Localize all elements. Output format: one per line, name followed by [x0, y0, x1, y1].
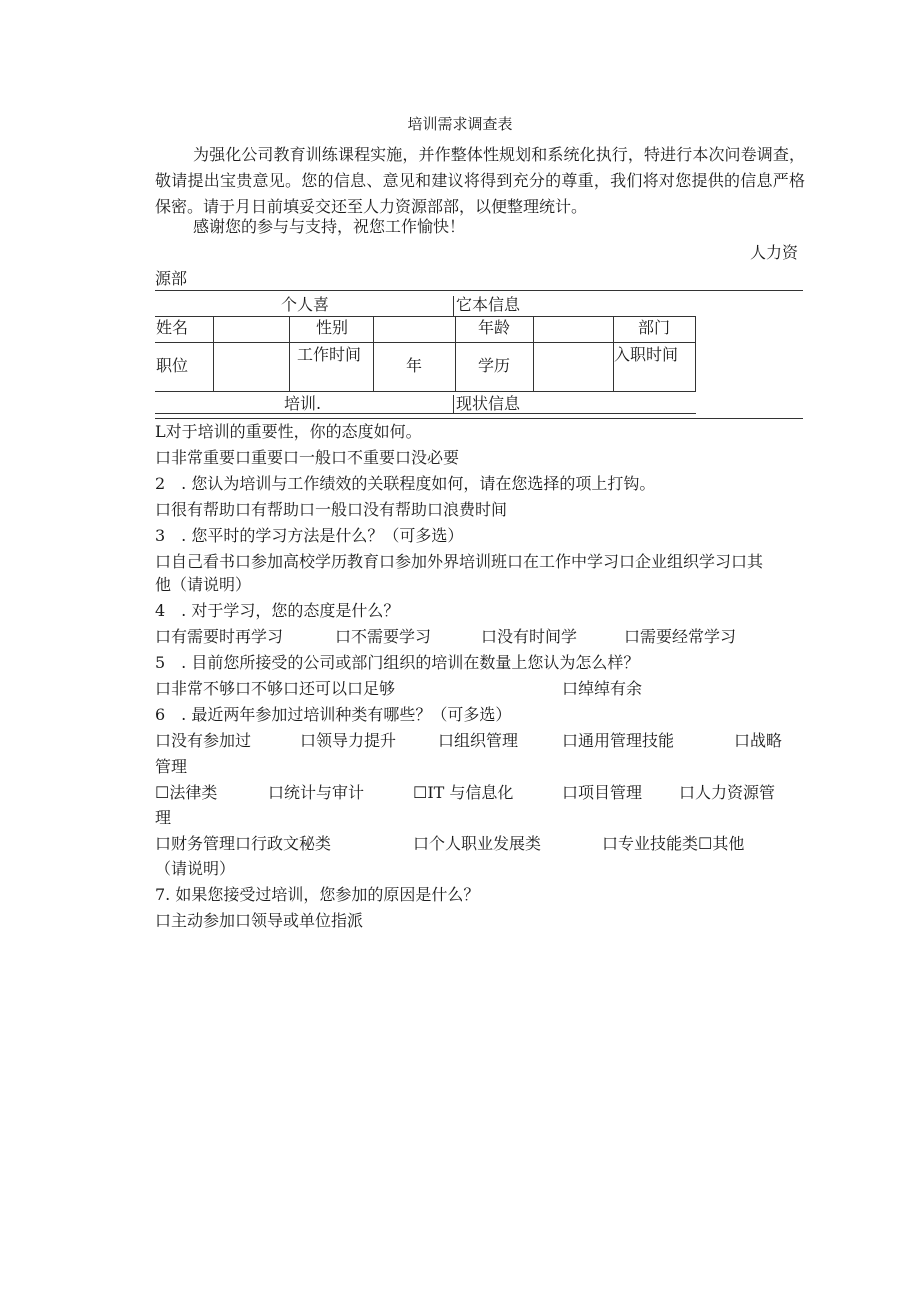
label-age: 年龄 [478, 318, 511, 337]
question-2: 2 . 您认为培训与工作绩效的关联程度如何，请在您选择的项上打钩。 [155, 474, 656, 493]
question-6-option[interactable]: 口财务管理口行政文秘类 [155, 834, 332, 853]
question-4-option[interactable]: 口没有时间学 [481, 627, 578, 646]
question-6-option-cont: 管理 [155, 757, 188, 776]
question-4: 4 . 对于学习，您的态度是什么？ [155, 601, 400, 620]
table-col-line [695, 316, 696, 391]
section-personal-left: 个人喜 [281, 295, 330, 314]
label-entry-time: 入职时间 [614, 345, 679, 364]
question-6-option[interactable]: 口人力资源管 [679, 783, 776, 802]
label-education: 学历 [478, 356, 511, 375]
question-6-option[interactable]: 口专业技能类☐其他 [602, 834, 745, 853]
section-personal-right: 它本信息 [456, 295, 521, 314]
label-gender: 性别 [316, 318, 349, 337]
question-6-option[interactable]: 口没有参加过 [155, 731, 252, 750]
thanks-text: 感谢您的参与与支持，祝您工作愉快！ [193, 217, 466, 236]
table-col-line [453, 395, 454, 413]
question-5: 5 . 目前您所接受的公司或部门组织的培训在数量上您认为怎么样？ [155, 653, 640, 672]
table-top-rule [155, 290, 803, 291]
table-col-line [289, 316, 290, 391]
question-4-option[interactable]: 口需要经常学习 [624, 627, 737, 646]
label-work-time: 工作时间 [297, 345, 362, 364]
question-6-option[interactable]: 口组织管理 [438, 731, 519, 750]
question-5-option[interactable]: 口非常不够口不够口还可以口足够 [155, 679, 396, 698]
table-rule [155, 342, 696, 343]
label-position: 职位 [156, 356, 189, 375]
table-col-line [455, 316, 456, 391]
question-1-options[interactable]: 口非常重要口重要口一般口不重要口没必要 [155, 448, 460, 467]
sign-line-2: 源部 [155, 269, 188, 288]
label-department: 部门 [638, 318, 671, 337]
question-4-option[interactable]: 口不需要学习 [335, 627, 432, 646]
question-3-options[interactable]: 口自己看书口参加高校学历教育口参加外界培训班口在工作中学习口企业组织学习口其 [155, 552, 764, 571]
question-6-option[interactable]: 口统计与审计 [268, 783, 365, 802]
question-6-option[interactable]: ☐IT 与信息化 [413, 783, 514, 802]
question-6-option[interactable]: 口通用管理技能 [562, 731, 675, 750]
intro-paragraph: 为强化公司教育训练课程实施，并作整体性规划和系统化执行，特进行本次问卷调查，敬请提出宝贵意见。您的信息、意见和建议将得到充分的尊重，我们将对您提供的信息严格保密。请于月日前填妥交还至人力资源部部，以便整理统计。 [155, 145, 805, 216]
question-7-options[interactable]: 口主动参加口领导或单位指派 [155, 911, 364, 930]
table-col-line [373, 316, 374, 391]
table-rule [155, 391, 696, 392]
section-training-left: 培训. [284, 394, 322, 413]
question-1: L对于培训的重要性，你的态度如何。 [155, 422, 422, 441]
table-col-line [453, 296, 454, 316]
page-title: 培训需求调查表 [407, 115, 513, 133]
question-6-option-cont: （请说明） [155, 859, 236, 878]
question-6-option[interactable]: 口战略 [734, 731, 783, 750]
question-2-options[interactable]: 口很有帮助口有帮助口一般口没有帮助口浪费时间 [155, 500, 508, 519]
sign-line-1: 人力资 [750, 243, 799, 262]
question-4-option[interactable]: 口有需要时再学习 [155, 627, 284, 646]
table-col-line [533, 316, 534, 391]
table-rule [155, 413, 696, 414]
question-6-option-cont: 理 [155, 808, 172, 827]
table-bottom-rule [155, 418, 803, 419]
table-rule [155, 316, 696, 317]
label-name: 姓名 [156, 318, 189, 337]
question-3-options-cont: 他（请说明） [155, 575, 252, 594]
question-6-option[interactable]: 口领导力提升 [300, 731, 397, 750]
question-5-option[interactable]: 口绰绰有余 [562, 679, 643, 698]
question-6: 6 . 最近两年参加过培训种类有哪些？（可多选） [155, 705, 512, 724]
table-col-line [213, 316, 214, 391]
section-training-right: 现状信息 [456, 394, 521, 413]
question-3: 3 . 您平时的学习方法是什么？（可多选） [155, 526, 464, 545]
question-6-option[interactable]: 口项目管理 [562, 783, 643, 802]
question-7: 7. 如果您接受过培训，您参加的原因是什么？ [155, 885, 480, 904]
question-6-option[interactable]: 口个人职业发展类 [413, 834, 542, 853]
label-year: 年 [406, 356, 423, 375]
question-6-option[interactable]: ☐法律类 [155, 783, 218, 802]
